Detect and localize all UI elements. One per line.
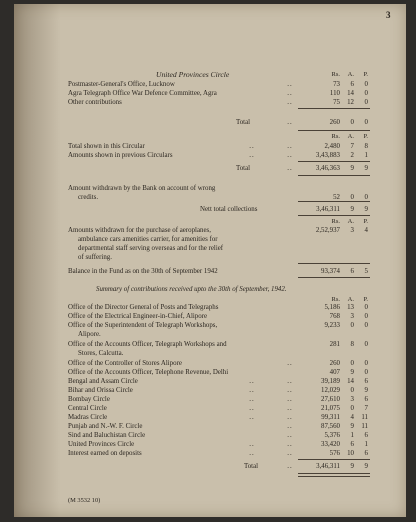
amount-rs: 75 [333, 99, 340, 106]
amount-ps: 0 [364, 341, 368, 348]
amount-ps: 0 [364, 99, 368, 106]
table-row [14, 413, 406, 422]
row-label: Madras Circle [68, 414, 108, 421]
amount-as: 0 [350, 387, 354, 394]
table-row [14, 244, 406, 253]
amount-ps: 1 [364, 152, 368, 159]
amount-ps: 9 [364, 387, 368, 394]
col-header-as: A. [347, 296, 354, 303]
amount-as: 6 [350, 441, 354, 448]
leader-dots: .. [249, 450, 255, 457]
row-label: Bombay Circle [68, 396, 110, 403]
row-label: Office of the Superintendent of Telegraph Workshops, [68, 322, 218, 329]
amount-ps: 8 [364, 143, 368, 150]
table-row [14, 431, 406, 440]
row-label: Office of the Director General of Posts and Telegraphs [68, 304, 219, 311]
table-row [14, 395, 406, 404]
leader-dots: .. [287, 441, 293, 448]
table-row [14, 89, 406, 98]
row-label: United Provinces Circle [68, 441, 135, 448]
amount-ps: 6 [364, 396, 368, 403]
col-header-row [14, 217, 406, 226]
leader-dots: .. [287, 360, 293, 367]
total-row [14, 462, 406, 471]
row-label: Amounts shown in previous Circulars [68, 152, 173, 159]
amount-as: 0 [350, 194, 354, 201]
amount-ps: 0 [364, 360, 368, 367]
amount-rs: 27,610 [321, 396, 340, 403]
amount-ps: 6 [364, 432, 368, 439]
table-row [14, 226, 406, 235]
amount-rs: 576 [329, 450, 340, 457]
leader-dots: .. [249, 152, 255, 159]
amount-rs: 260 [329, 360, 340, 367]
row-label: Office of the Accounts Officer, Telephone Revenue, Delhi [68, 369, 229, 376]
row-label-continued: credits. [78, 194, 99, 201]
sum-rule [298, 201, 370, 202]
amount-rs: 73 [333, 81, 340, 88]
amount-as: 0 [350, 360, 354, 367]
amount-as: 10 [347, 450, 354, 457]
sum-rule [298, 130, 370, 131]
row-label: Office of the Electrical Engineer-in-Chief, Alipore [68, 313, 208, 320]
amount-ps: 0 [364, 119, 368, 126]
amount-as: 3 [350, 227, 354, 234]
table-row [14, 440, 406, 449]
table-row [14, 303, 406, 312]
table-row [14, 184, 406, 193]
amount-rs: 3,46,311 [316, 206, 340, 213]
leader-dots: .. [287, 423, 293, 430]
table-row [14, 368, 406, 377]
col-header-ps: P. [363, 218, 368, 225]
row-label: Punjab and N.-W. F. Circle [68, 423, 143, 430]
sum-rule [298, 108, 370, 109]
col-header-rs: Rs. [331, 218, 340, 225]
col-header-ps: P. [363, 133, 368, 140]
amount-rs: 33,420 [321, 441, 340, 448]
amount-rs: 3,43,883 [315, 152, 340, 159]
amount-rs: 2,480 [324, 143, 340, 150]
amount-rs: 52 [333, 194, 340, 201]
row-label: Office of the Controller of Stores Alipore [68, 360, 182, 367]
col-header-ps: P. [363, 296, 368, 303]
row-label: Amount withdrawn by the Bank on account of wrong [68, 185, 216, 192]
amount-rs: 260 [329, 119, 340, 126]
leader-dots: .. [249, 378, 255, 385]
table-row [14, 404, 406, 413]
amount-rs: 99,311 [321, 414, 340, 421]
total-row [14, 118, 406, 127]
leader-dots: .. [287, 378, 293, 385]
leader-dots: .. [287, 387, 293, 394]
amount-rs: 2,52,937 [315, 227, 340, 234]
total-row [14, 205, 406, 214]
col-header-rs: Rs. [331, 71, 340, 78]
amount-as: 3 [350, 396, 354, 403]
sum-rule [298, 263, 370, 264]
col-header-as: A. [347, 71, 354, 78]
row-label: Agra Telegraph Office War Defence Committee, Agra [68, 90, 217, 97]
amount-ps: 0 [364, 369, 368, 376]
row-label-continued: Stores, Calcutta. [78, 350, 124, 357]
table-row [14, 142, 406, 151]
amount-ps: 9 [364, 463, 368, 470]
amount-as: 14 [347, 90, 354, 97]
leader-dots: .. [287, 396, 293, 403]
amount-rs: 87,560 [321, 423, 340, 430]
amount-rs: 12,029 [321, 387, 340, 394]
table-row [14, 312, 406, 321]
leader-dots: .. [287, 450, 293, 457]
amount-ps: 11 [361, 414, 368, 421]
table-row [14, 80, 406, 89]
leader-dots: .. [287, 405, 293, 412]
amount-as: 6 [350, 81, 354, 88]
row-label-continued: ambulance cars amenities carrier, for amenities for [78, 236, 218, 243]
table-row [14, 449, 406, 458]
amount-ps: 4 [364, 227, 368, 234]
sum-rule [298, 175, 370, 176]
amount-as: 12 [347, 99, 354, 106]
amount-as: 0 [350, 405, 354, 412]
table-row [14, 359, 406, 368]
total-label: Total [236, 119, 251, 126]
col-header-rs: Rs. [331, 133, 340, 140]
amount-ps: 6 [364, 378, 368, 385]
balance-row [14, 267, 406, 276]
amount-as: 9 [350, 369, 354, 376]
amount-as: 3 [350, 313, 354, 320]
row-label: Amounts withdrawn for the purchase of aeroplanes, [68, 227, 211, 234]
amount-ps: 0 [364, 304, 368, 311]
row-label: Total shown in this Circular [68, 143, 145, 150]
leader-dots: .. [287, 463, 293, 470]
amount-as: 8 [350, 341, 354, 348]
amount-rs: 281 [329, 341, 340, 348]
amount-as: 14 [347, 378, 354, 385]
amount-ps: 7 [364, 405, 368, 412]
leader-dots: .. [287, 143, 293, 150]
amount-rs: 768 [329, 313, 340, 320]
leader-dots: .. [287, 90, 293, 97]
table-row [14, 349, 406, 358]
sum-rule [298, 277, 370, 278]
amount-ps: 6 [364, 450, 368, 457]
amount-as: 0 [350, 119, 354, 126]
amount-ps: 9 [364, 206, 368, 213]
leader-dots: .. [287, 414, 293, 421]
col-header-as: A. [347, 133, 354, 140]
amount-ps: 0 [364, 313, 368, 320]
net-total-label: Nett total collections [200, 206, 258, 213]
col-header-as: A. [347, 218, 354, 225]
leader-dots: .. [249, 396, 255, 403]
row-label: Sind and Baluchistan Circle [68, 432, 146, 439]
row-label-continued: Alipore. [78, 331, 101, 338]
amount-rs: 93,374 [321, 268, 340, 275]
table-row [14, 151, 406, 160]
amount-as: 13 [347, 304, 354, 311]
row-label: Bengal and Assam Circle [68, 378, 138, 385]
leader-dots: .. [249, 414, 255, 421]
amount-as: 9 [350, 165, 354, 172]
col-header-row [14, 70, 406, 79]
leader-dots: .. [287, 119, 293, 126]
table-row [14, 330, 406, 339]
total-row [14, 164, 406, 173]
section-title-contributions: Summary of contributions received upto the 30th of September, 1942. [96, 286, 287, 293]
amount-ps: 5 [364, 268, 368, 275]
table-row [14, 235, 406, 244]
row-label: Office of the Accounts Officer, Telegraph Workshops and [68, 341, 227, 348]
amount-as: 1 [350, 432, 354, 439]
amount-as: 7 [350, 143, 354, 150]
leader-dots: .. [287, 165, 293, 172]
amount-as: 6 [350, 268, 354, 275]
table-row [14, 422, 406, 431]
amount-rs: 5,376 [324, 432, 340, 439]
leader-dots: .. [249, 405, 255, 412]
sum-rule [298, 215, 370, 216]
table-row [14, 321, 406, 330]
amount-ps: 11 [361, 423, 368, 430]
row-label: Central Circle [68, 405, 107, 412]
leader-dots: .. [249, 441, 255, 448]
amount-rs: 3,46,311 [316, 463, 340, 470]
amount-as: 0 [350, 322, 354, 329]
col-header-ps: P. [363, 71, 368, 78]
double-rule [298, 473, 370, 477]
amount-as: 9 [350, 423, 354, 430]
table-row [14, 253, 406, 262]
leader-dots: .. [287, 152, 293, 159]
table-row [14, 340, 406, 349]
row-label: Interest earned on deposits [68, 450, 142, 457]
sum-rule [298, 459, 370, 460]
leader-dots: .. [287, 99, 293, 106]
amount-as: 4 [350, 414, 354, 421]
row-label: Balance in the Fund as on the 30th of September 1942 [68, 268, 218, 275]
amount-rs: 407 [329, 369, 340, 376]
document-page [14, 4, 406, 517]
col-header-row [14, 132, 406, 141]
amount-rs: 9,233 [324, 322, 340, 329]
amount-ps: 0 [364, 194, 368, 201]
amount-ps: 0 [364, 322, 368, 329]
leader-dots: .. [287, 432, 293, 439]
amount-ps: 0 [364, 81, 368, 88]
page-number: 3 [386, 10, 391, 20]
col-header-rs: Rs. [331, 296, 340, 303]
amount-ps: 1 [364, 441, 368, 448]
amount-rs: 3,46,363 [315, 165, 340, 172]
amount-rs: 110 [329, 90, 340, 97]
row-label: Postmaster-General's Office, Lucknow [68, 81, 175, 88]
amount-rs: 39,189 [321, 378, 340, 385]
row-label-continued: of suffering. [78, 254, 112, 261]
amount-ps: 9 [364, 165, 368, 172]
amount-as: 9 [350, 206, 354, 213]
amount-as: 2 [350, 152, 354, 159]
print-reference: (M 3532 10) [68, 497, 101, 504]
row-label: Bihar and Orissa Circle [68, 387, 133, 394]
total-label: Total [236, 165, 251, 172]
row-label: Other contributions [68, 99, 122, 106]
amount-rs: 5,186 [324, 304, 340, 311]
amount-as: 9 [350, 463, 354, 470]
leader-dots: .. [287, 81, 293, 88]
leader-dots: .. [249, 143, 255, 150]
amount-ps: 0 [364, 90, 368, 97]
total-label: Total [244, 463, 259, 470]
table-row [14, 98, 406, 107]
section-title-up-circle: United Provinces Circle [156, 70, 230, 79]
amount-rs: 21,075 [321, 405, 340, 412]
sum-rule [298, 161, 370, 162]
table-row [14, 377, 406, 386]
leader-dots: .. [249, 387, 255, 394]
row-label-continued: departmental staff serving overseas and for the relief [78, 245, 224, 252]
table-row [14, 386, 406, 395]
